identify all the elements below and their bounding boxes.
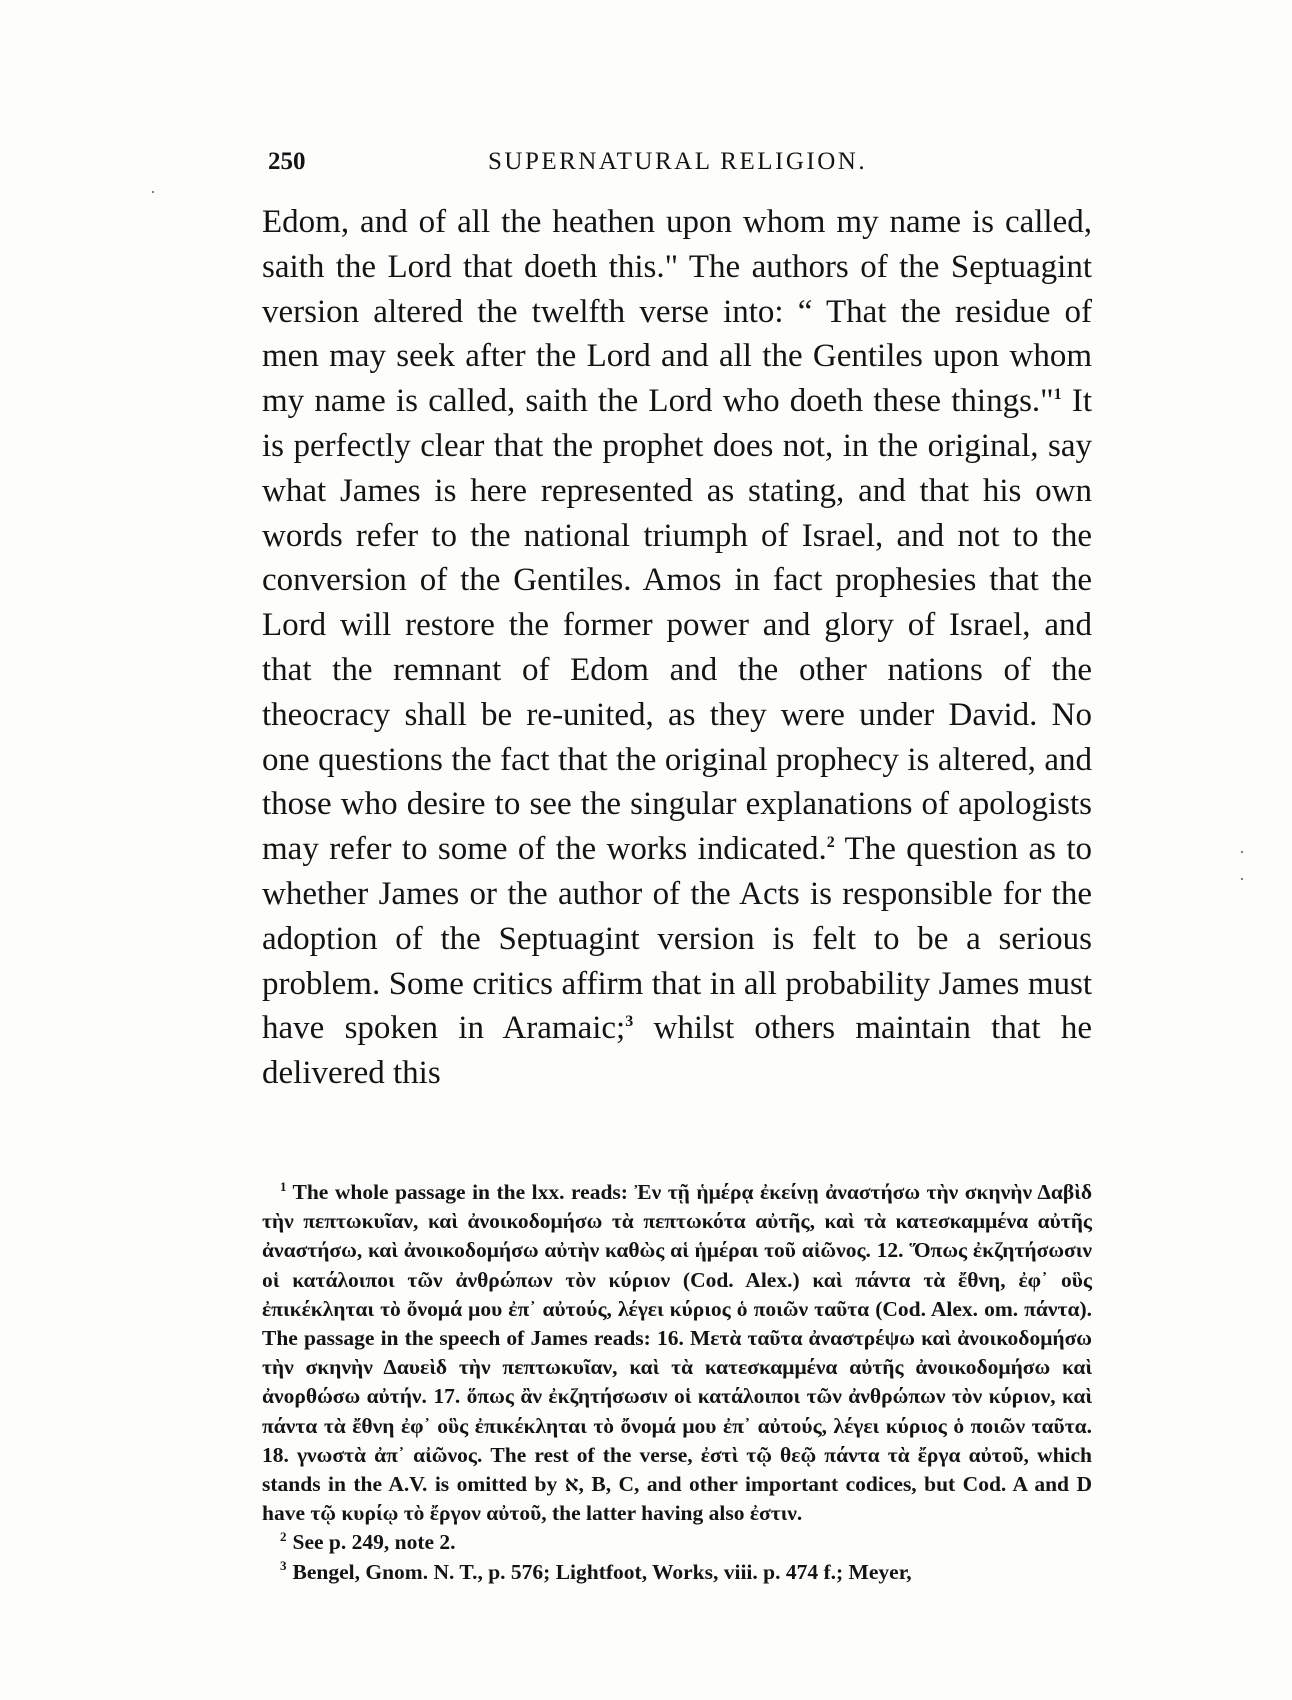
footnote-3: [262, 1558, 1092, 1587]
footnote-mark: 1: [280, 1178, 287, 1194]
footnotes: [262, 1178, 1092, 1587]
footnote-mark: 2: [280, 1529, 287, 1545]
body-paragraph: [262, 200, 1092, 1096]
footnote-mark: 3: [280, 1558, 287, 1574]
footnote-text: See p. 249, note 2.: [292, 1530, 456, 1555]
body-text-part-4: whilst others maintain that he delivered this: [262, 1010, 1092, 1092]
scan-speck: [1241, 878, 1243, 880]
footnote-text: The whole passage in the lxx. reads: Ἐν τῇ ἡμέρᾳ ἐκείνῃ ἀναστήσω τὴν σκηνὴν Δαβὶδ τὴν πεπτωκυῖαν, καὶ ἀνοικοδομήσω τὰ πεπτωκότα αὐτῆς, καὶ τὰ κατεσκαμμένα αὐτῆς ἀναστήσω, καὶ ἀνοικοδομήσω αὐτὴν καθὼς αἱ ἡμέραι τοῦ αἰῶνος. 12. Ὅπως ἐκζητήσωσιν οἱ κατάλοιποι τῶν ἀνθρώπων τὸν κύριον (Cod. Alex.) καὶ πάντα τὰ ἔθνη, ἐφ᾽ οὓς ἐπικέκληται τὸ ὄνομά μου ἐπ᾽ αὐτούς, λέγει κύριος ὁ ποιῶν ταῦτα (Cod. Alex. om. πάντα). The passage in the speech of James reads: 16. Μετὰ ταῦτα ἀναστρέψω καὶ ἀνοικοδομήσω τὴν σκηνὴν Δαυεὶδ τὴν πεπτωκυῖαν, καὶ τὰ κατεσκαμμένα αὐτῆς ἀνοικοδομήσω καὶ ἀνορθώσω αὐτήν. 17. ὅπως ἂν ἐκζητήσωσιν οἱ κατάλοιποι τῶν ἀνθρώπων τὸν κύριον, καὶ πάντα τὰ ἔθνη ἐφ᾽ οὓς ἐπικέκληται τὸ ὄνομά μου ἐπ᾽ αὐτούς, λέγει κύριος ὁ ποιῶν ταῦτα. 18. γνωστὰ ἀπ᾽ αἰῶνος. The rest of the verse, ἐστὶ τῷ θεῷ πάντα τὰ ἔργα αὐτοῦ, which stands in the A.V. is omitted by א, B, C, and other important codices, but Cod. A and D have τῷ κυρίῳ τὸ ἔργον αὐτοῦ, the latter having also ἐστιν.: [262, 1180, 1092, 1526]
running-title: SUPERNATURAL RELIGION.: [488, 148, 868, 175]
body-text: [262, 200, 1092, 1096]
footnote-text: Bengel, Gnom. N. T., p. 576; Lightfoot, Works, viii. p. 474 f.; Meyer,: [292, 1559, 912, 1584]
footnote-reference-2: 2: [826, 834, 835, 852]
body-text-part-2: It is perfectly clear that the prophet does not, in the original, say what James is here represented as stating, and that his own words refer to the national triumph of Israel, and not to the conversion of the Gentiles. Amos in fact prophesies that the Lord will restore the former power and glory of Israel, and that the remnant of Edom and the other nations of the theocracy shall be re-united, as they were under David. No one questions the fact that the original prophecy is altered, and those who desire to see the singular explanations of apologists may refer to some of the works indicated.: [262, 383, 1092, 868]
page-number: 250: [268, 148, 306, 175]
page-header: [268, 148, 1088, 188]
scan-speck: [152, 191, 154, 193]
footnote-reference-1: 1: [1053, 386, 1062, 404]
footnote-2: [262, 1528, 1092, 1557]
body-text-part-3: The question as to whether James or the author of the Acts is responsible for the adoption of the Septuagint version is felt to be a serious problem. Some critics affirm that in all probability James must have spoken in Aramaic;: [262, 831, 1092, 1047]
scan-speck: [1241, 851, 1243, 853]
footnote-1: [262, 1178, 1092, 1528]
body-text-part-1: Edom, and of all the heathen upon whom my name is called, saith the Lord that doeth this." The authors of the Septuagint version altered the twelfth verse into: “ That the residue of men may seek after the Lord and all the Gentiles upon whom my name is called, saith the Lord who doeth these things.": [262, 204, 1092, 420]
footnote-reference-3: 3: [625, 1013, 634, 1031]
